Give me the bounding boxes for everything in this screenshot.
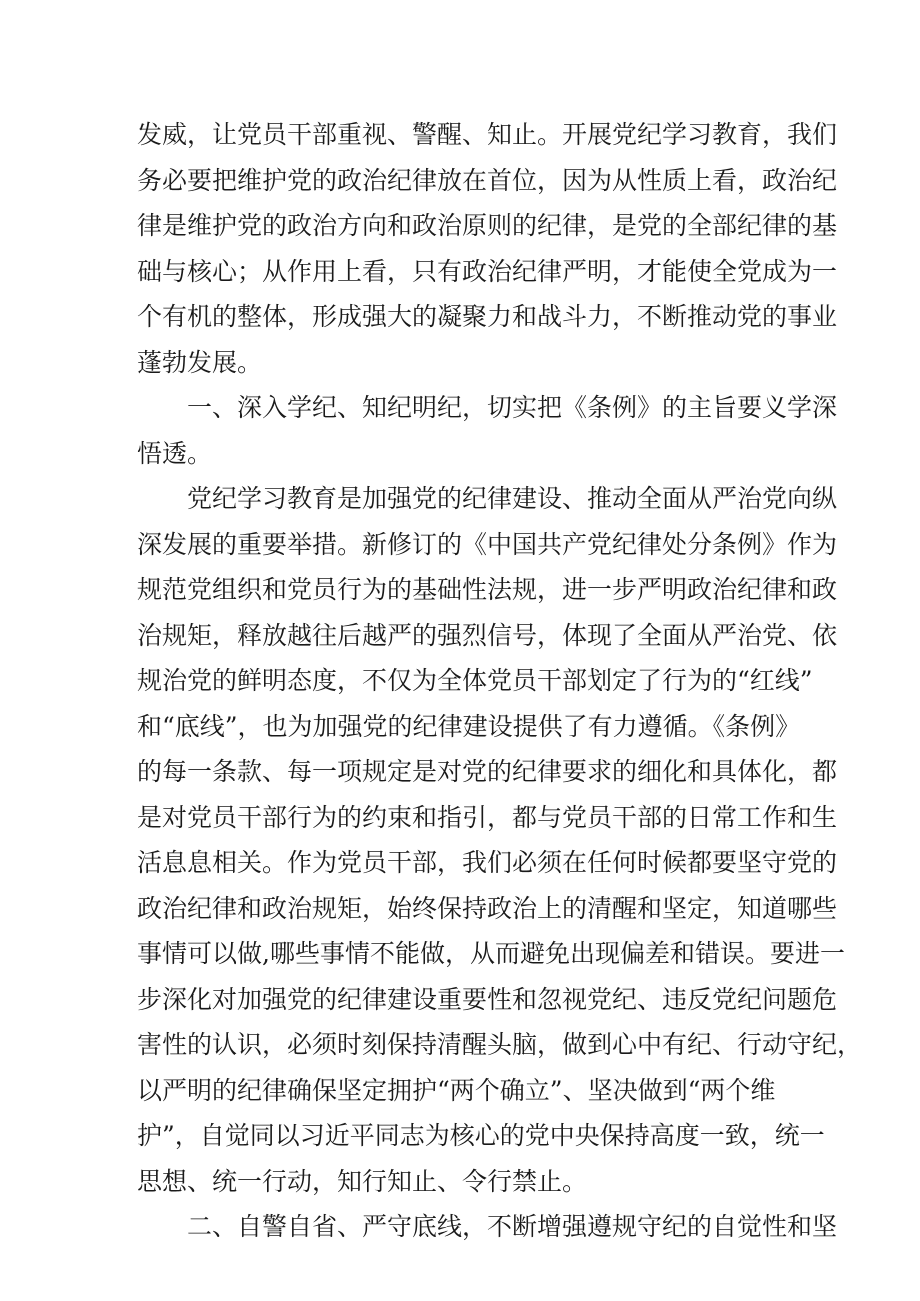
text-line: 务必要把维护党的政治纪律放在首位，因为从性质上看，政治纪 — [137, 165, 838, 195]
text-line: 蓬勃发展。 — [137, 347, 263, 377]
text-line: 规范党组织和党员行为的基础性法规，进一步严明政治纪律和政 — [137, 575, 838, 604]
text-line: 党纪学习教育是加强党的纪律建设、推动全面从严治党向纵 — [137, 484, 838, 513]
text-line: 础与核心；从作用上看，只有政治纪律严明，才能使全党成为一 — [137, 256, 838, 286]
text-line: 政治纪律和政治规矩，始终保持政治上的清醒和坚定，知道哪些 — [137, 893, 838, 923]
section-heading-line: 一、深入学纪、知纪明纪，切实把《条例》的主旨要义学深 — [137, 393, 838, 422]
text-line: 护”，自觉同以习近平同志为核心的党中央保持高度一致，统一 — [137, 1121, 825, 1150]
text-line: 害性的认识，必须时刻保持清醒头脑，做到心中有纪、行动守纪， — [137, 1030, 863, 1059]
text-line: 的每一条款、每一项规定是对党的纪律要求的细化和具体化，都 — [137, 757, 838, 786]
text-line: 规治党的鲜明态度，不仅为全体党员干部划定了行为的“红线” — [137, 666, 813, 695]
text-line: 思想、统一行动，知行知止、令行禁止。 — [137, 1166, 588, 1196]
section-heading-line: 二、自警自省、严守底线，不断增强遵规守纪的自觉性和坚 — [137, 1212, 838, 1241]
text-line: 治规矩，释放越往后越严的强烈信号，体现了全面从严治党、依 — [137, 620, 838, 650]
body-text — [137, 112, 863, 1250]
text-line: 是对党员干部行为的约束和指引，都与党员干部的日常工作和生 — [137, 802, 838, 832]
text-line: 和“底线”，也为加强党的纪律建设提供了有力遵循。《条例》 — [137, 711, 801, 741]
section-heading-line: 悟透。 — [137, 438, 213, 468]
text-line: 深发展的重要举措。新修订的《中国共产党纪律处分条例》作为 — [137, 529, 838, 559]
text-line: 以严明的纪律确保坚定拥护“两个确立”、坚决做到“两个维 — [137, 1075, 776, 1105]
text-line: 活息息相关。作为党员干部，我们必须在任何时候都要坚守党的 — [137, 848, 838, 877]
text-line: 个有机的整体，形成强大的凝聚力和战斗力，不断推动党的事业 — [137, 302, 838, 331]
text-line: 事情可以做,哪些事情不能做，从而避免出现偏差和错误。要进一 — [137, 939, 845, 968]
text-line: 发威，让党员干部重视、警醒、知止。开展党纪学习教育，我们 — [137, 120, 838, 149]
text-line: 步深化对加强党的纪律建设重要性和忽视党纪、违反党纪问题危 — [137, 984, 838, 1014]
text-line: 律是维护党的政治方向和政治原则的纪律，是党的全部纪律的基 — [137, 211, 838, 240]
